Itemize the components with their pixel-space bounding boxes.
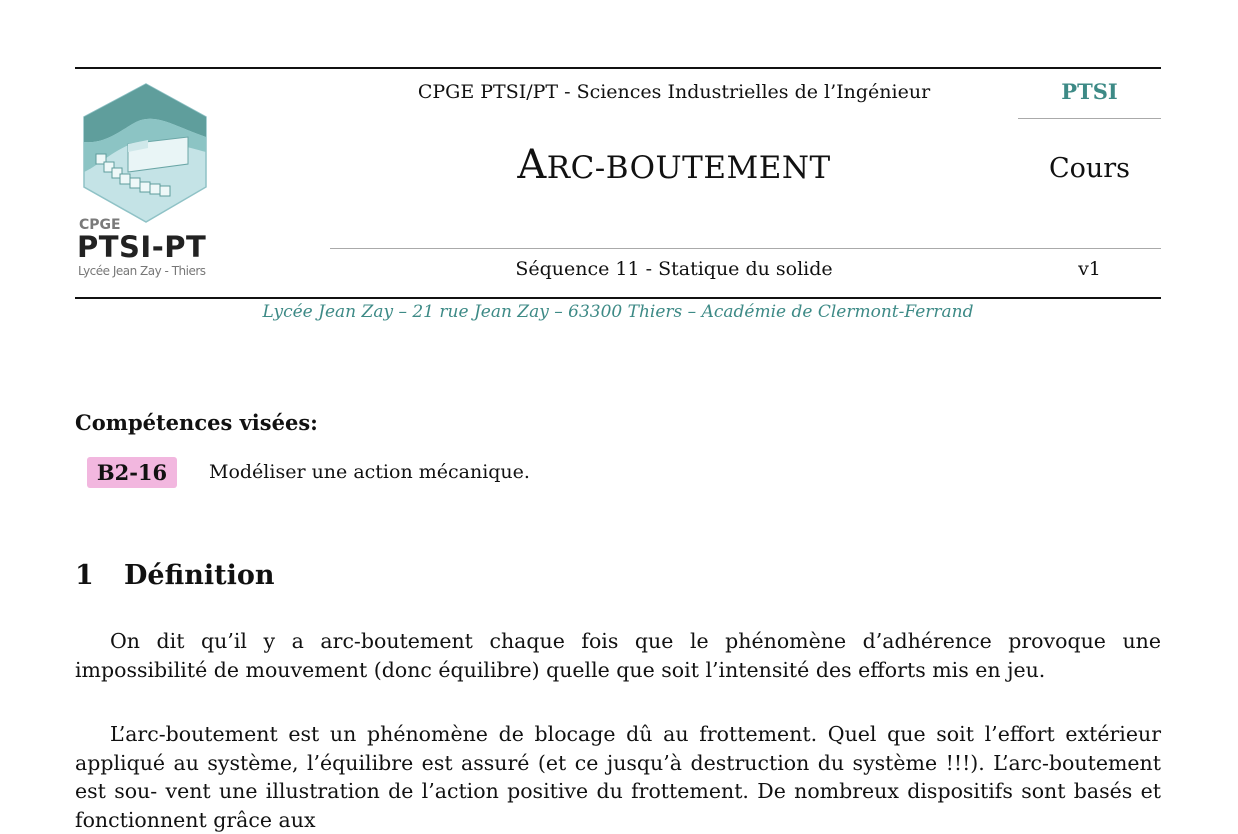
logo-cpge-label: CPGE — [79, 217, 121, 233]
course-line: CPGE PTSI/PT - Sciences Industrielles de l’Ingénieur — [417, 81, 931, 103]
version-label: v1 — [1078, 258, 1101, 280]
paragraph — [75, 720, 1161, 834]
school-logo — [76, 82, 218, 284]
header-top-rule — [75, 67, 1161, 69]
logo-name: PTSI-PT — [77, 230, 207, 264]
competences-heading: Compétences visées: — [75, 410, 318, 435]
sequence-line: Séquence 11 - Statique du solide — [515, 258, 833, 280]
competence-code-badge: B2-16 — [87, 457, 177, 488]
logo-lycee-label: Lycée Jean Zay - Thiers — [78, 264, 206, 278]
section-title: Définition — [124, 560, 275, 591]
paragraph — [75, 627, 1161, 684]
class-tag: PTSI — [1061, 79, 1118, 104]
header-bottom-rule — [75, 297, 1161, 299]
document-type: Cours — [1048, 153, 1131, 184]
paragraph-text: On dit qu’il y a arc-boutement chaque fois que le phénomène d’adhérence provoque une impossibilité de mouvement (donc équilibre) quelle que soit l’intensité des efforts mis en jeu. — [75, 629, 1161, 682]
document-title — [330, 142, 1018, 188]
header-middle-rule — [330, 248, 1161, 249]
hexagon-logo-icon — [76, 82, 218, 227]
school-address: Lycée Jean Zay – 21 rue Jean Zay – 63300 Thiers – Académie de Clermont-Ferrand — [262, 302, 974, 322]
header-right-rule — [1018, 118, 1161, 119]
section-heading — [75, 560, 274, 591]
document-title-rest: RC-BOUTEMENT — [546, 150, 831, 186]
section-number: 1 — [75, 560, 94, 591]
competence-description: Modéliser une action mécanique. — [209, 461, 530, 483]
paragraph-text: L’arc-boutement est un phénomène de blocage dû au frottement. Quel que soit l’effort extérieur appliqué au système, l’équilibre est assuré (et ce jusqu’à destruction du système !!!). L’arc-boutement est sou- vent une illustration de l’action positive du frottement. De nombreux dispositifs sont basés et fonctionnent grâce aux — [75, 722, 1161, 832]
document-title-initial: A — [517, 142, 547, 188]
